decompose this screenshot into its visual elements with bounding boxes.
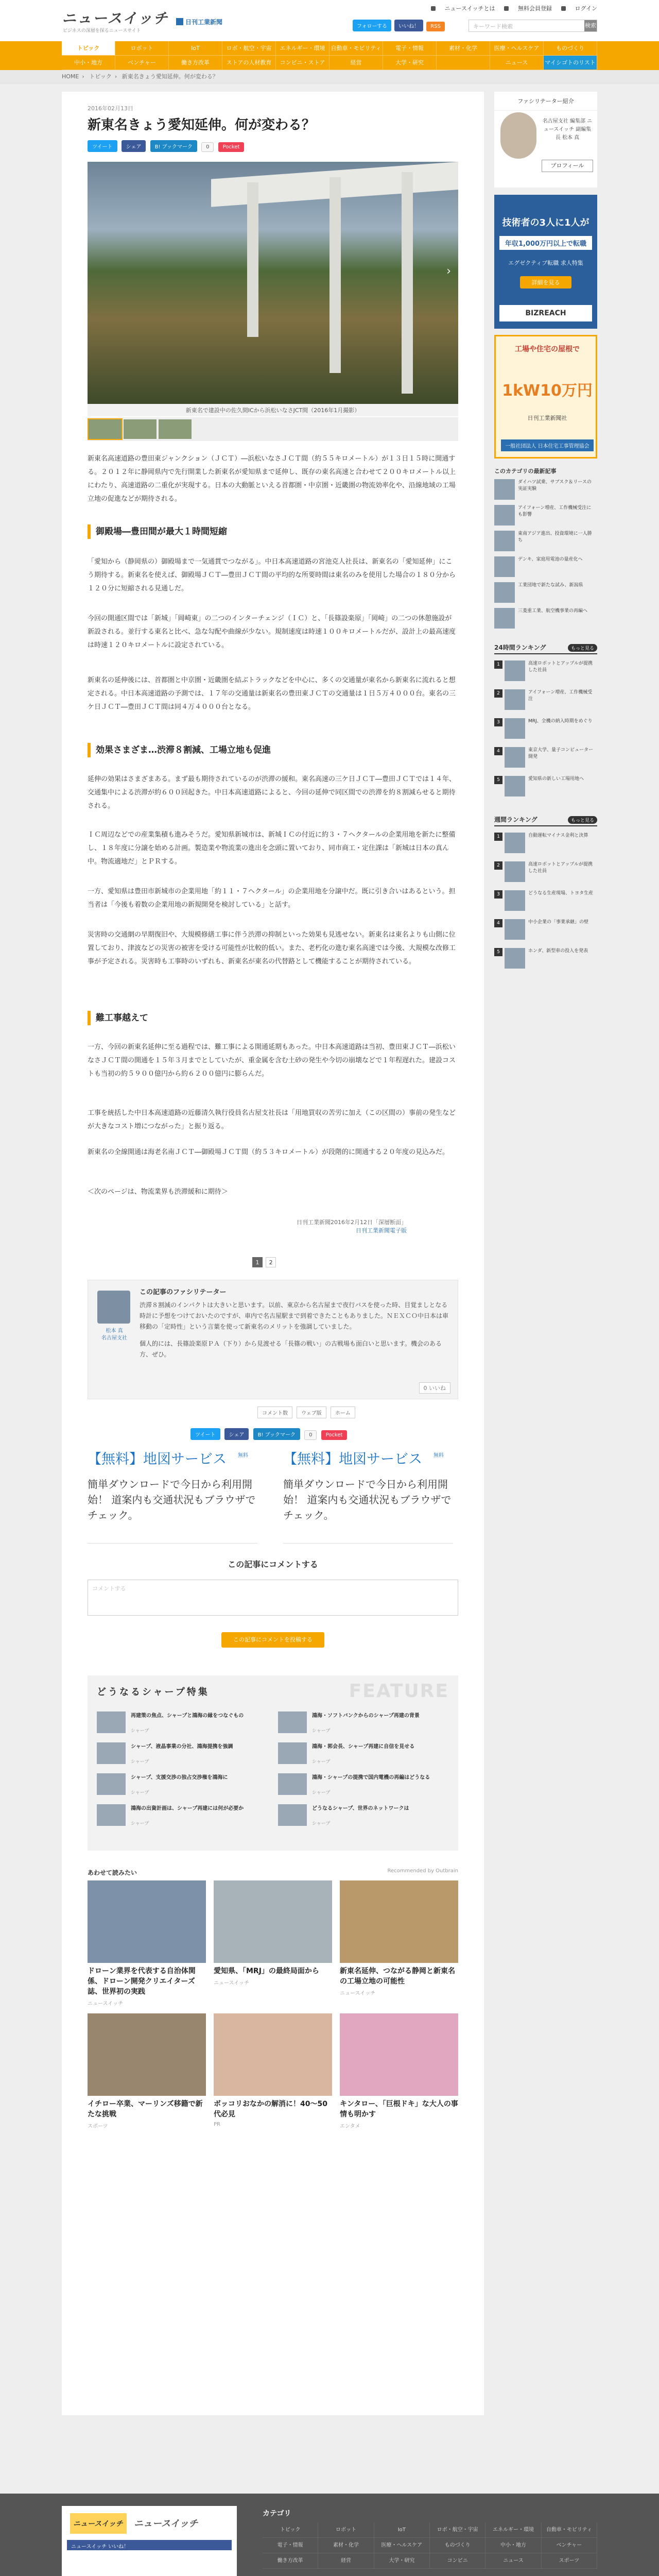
footer-link[interactable]: 医療・ヘルスケア (374, 2538, 430, 2553)
feature-item-tag: シャープ (131, 1759, 149, 1765)
facebook-share-button[interactable]: シェア (122, 140, 146, 152)
recommend-card-source: エンタメ (340, 2124, 360, 2129)
sns-follow (353, 20, 446, 31)
avatar[interactable] (97, 1291, 130, 1324)
hatena-bookmark-button[interactable]: B! ブックマーク (150, 140, 197, 152)
facilitator-text-2: 個人的には、長篠設楽原ＰＡ（下り）から見渡せる「長篠の戦い」の古戦場も面白いと思います。機会のある方、ぜひ。 (140, 1340, 442, 1358)
ranking-thumb (505, 890, 525, 911)
nav-item-hr[interactable]: ストアの人材教育 (222, 56, 276, 70)
list-item-title: ダイハツ試乗、サブスク＆リースの実証実験 (518, 480, 592, 492)
recommend-thumb (214, 2013, 332, 2096)
footer-link[interactable]: コンビニ (430, 2553, 485, 2569)
recommend-card-title: 新東名延伸、つながる静岡と新東名の工場立地の可能性 (340, 1967, 455, 1986)
pocket-button[interactable]: Pocket (321, 1430, 348, 1440)
recommend-card-title: イチロー卒業、マーリンズ移籍で新たな挑戦 (88, 2100, 203, 2119)
feature-item-title: シャープ、液晶事業の分社、鴻海提携を強調 (131, 1744, 233, 1750)
feature-item-tag: シャープ (312, 1759, 331, 1765)
nav-item-workstyle[interactable]: 働き方改革 (169, 56, 222, 70)
solar-ad[interactable] (494, 335, 597, 459)
nav-item-local[interactable]: 中小・地方 (62, 56, 115, 70)
feature-item[interactable] (278, 1742, 448, 1766)
breadcrumb-sep: › (114, 73, 117, 80)
facilitator-comment (140, 1300, 448, 1360)
feature-item-title: どうなるシャープ、世界のネットワークは (312, 1806, 409, 1811)
recommend-card[interactable] (214, 2013, 332, 2127)
feature-item[interactable] (278, 1804, 448, 1828)
map-ad[interactable] (283, 1450, 453, 1544)
nav-item-monozukuri[interactable]: ものづくり (544, 41, 597, 56)
breadcrumb-home[interactable]: HOME (62, 73, 79, 80)
breadcrumb-sep: › (82, 73, 84, 80)
feature-item-title: 鴻海の出資計画は、シャープ再建には何が必要か (131, 1806, 244, 1811)
list-item-thumb (494, 505, 515, 526)
list-item[interactable] (494, 479, 597, 504)
list-item[interactable] (494, 608, 597, 633)
profile-button[interactable]: プロフィール (542, 160, 593, 172)
list-item-title: デンキ、家庭用電池の量産化へ (518, 557, 583, 562)
list-item-title: 東南アジア進出、投資環境に一人勝ち (518, 531, 592, 543)
feature-title-en: FEATURE (349, 1681, 449, 1702)
nav-item-topic[interactable]: トピック (62, 41, 115, 56)
paragraph: 今回の開通区間では「新城」「岡崎東」の二つのインターチェンジ（ＩＣ）と、「長篠設楽原」「岡崎」の二つの休憩施設が新設される。並行する東名と比べ、急な勾配や曲線が少ない。規制速度は時速１００キロメートルだが、設計上の最高速度は時速１２０キロメートルに設定されている。 (88, 615, 456, 649)
breadcrumb-bar (0, 70, 659, 83)
comment-count-button[interactable]: コメント数 (257, 1406, 292, 1418)
page-1[interactable]: 1 (252, 1257, 263, 1267)
ranking-24h-header (494, 643, 597, 654)
recommend-title: あわせて読みたい (88, 1869, 137, 1876)
list-item-thumb (494, 582, 515, 603)
article-title: 新東名きょう愛知延伸。何が変わる？ (88, 117, 316, 133)
ad-headline: 技術者の3人に1人が (502, 217, 589, 228)
about-link-label: ニュースイッチとは (444, 5, 495, 12)
feature-thumb (97, 1711, 126, 1733)
avatar[interactable] (500, 112, 536, 159)
nav-item-mobility[interactable]: 自動車・モビリティ (330, 41, 383, 56)
global-nav (0, 41, 659, 70)
recommend-card-title: ボッコリおなかの解消に！40～50代必見 (214, 2100, 327, 2119)
feature-item[interactable] (97, 1773, 267, 1797)
paragraph: 新東名の延伸後には、首都圏と中京圏・近畿圏を結ぶトラックなどを中心に、多くの交通量が東名から新東名に流れると想定される。中日本高速道路の予測では、１７年の交通量は新東名の豊田東ＪＣＴの交通量は１日５万４０００台。東名の三ケ日ＪＣＴ―豊田ＪＣＴ間は同４万４０００台となる。 (88, 676, 456, 711)
facilitator-role: 名古屋支社 (101, 1335, 127, 1341)
footer-link[interactable]: ベンチャー (542, 2538, 597, 2553)
paragraph: 一方、今回の新東名延伸に至る過程では、難工事による開通延期もあった。中日本高速道路は当初、豊田東ＪＣＴ―浜松いなさＪＣＴ間の開通を１５年３月までとしていたが、重金属を含む土砂の発生や今切の崩壊などで１年程遅れた。建設コストも当初の約５９００億円から約６２００億円に膨らんだ。 (88, 1043, 456, 1078)
ranking-thumb (505, 948, 525, 969)
ranking-week-title: 週間ランキング (494, 816, 537, 823)
nav-item-university[interactable]: 大学・研究 (383, 56, 437, 70)
site-logo[interactable]: ニュースイッチ (62, 10, 169, 27)
nav-item-management[interactable]: 経営 (330, 56, 383, 70)
nav-item-iot[interactable]: IoT (169, 41, 222, 56)
feature-item-tag: シャープ (312, 1790, 331, 1795)
facilitator-profile-title: ファシリテーター紹介 (494, 92, 597, 111)
ranking-title: アイフォーン増産、工作機械受注 (528, 690, 593, 702)
ranking-item[interactable] (494, 888, 597, 915)
feature-thumb (278, 1804, 307, 1826)
nav-item-conveni[interactable]: コンビニ・ストア (276, 56, 330, 70)
footer-link[interactable]: ロボット (318, 2522, 374, 2538)
ranking-item[interactable] (494, 745, 597, 772)
recommend-card-source: ニュースイッチ (88, 2001, 124, 2007)
ranking-title: 東京大学、量子コンピューター開発 (528, 748, 594, 759)
comment-form-title: この記事にコメントする (228, 1560, 318, 1569)
article-date: 2016年02月13日 (88, 105, 133, 112)
submit-comment-button[interactable]: この記事にコメントを投稿する (221, 1632, 324, 1648)
bridge-pier (330, 177, 341, 373)
ranking-24h-title: 24時間ランキング (494, 644, 546, 651)
article-photo[interactable] (88, 162, 458, 404)
ad-title: 【無料】地図サービス (88, 1451, 227, 1467)
recommend-card-source: ニュースイッチ (214, 1980, 250, 1986)
feature-thumb (278, 1742, 307, 1764)
footer-link[interactable]: ものづくり (430, 2538, 485, 2553)
ranking-title: 高速ロボットとアップルが提携した社員 (528, 661, 593, 673)
list-item[interactable] (494, 582, 597, 607)
facebook-like-button[interactable]: いいね！ (394, 20, 423, 31)
list-item-title: 工業団地で新たな試み、新潟県 (518, 583, 583, 588)
ranking-item[interactable] (494, 859, 597, 886)
ranking-thumb (505, 718, 525, 739)
ranking-item[interactable] (494, 946, 597, 973)
recommend-thumb (88, 1880, 206, 1963)
feature-item-tag: シャープ (312, 1821, 331, 1826)
paragraph: 延伸の効果はさまざまある。まず最も期待されているのが渋滞の緩和。東名高速の三ケ日ＪＣＴ―豊田ＪＣＴでは１４年、交通集中による渋滞が約６００回起きた。中日本高速道路によると、今回の延伸で同区間での渋滞を約８割減らせると期待される。 (88, 775, 456, 810)
nav-item-robot[interactable]: ロボット (115, 41, 169, 56)
facilitator-text-1: 渋滞８割減のインパクトは大きいと思います。以前、東京から名古屋まで夜行バスを使った時、目覚ましとなる時計に予想をつけておいたのですが、車内で名古屋駅まで到着できたこともありました。ＮＥＸＣＯ中日本は車移動の「定時性」という言葉を使って新東名のメリットを強調していました。 (140, 1301, 449, 1330)
ranking-title: 中小企業の「事業承継」の壁 (528, 920, 589, 925)
recommend-card-source: ニュースイッチ (340, 1991, 376, 1996)
main-column (62, 92, 484, 2415)
nav-item-empty (437, 56, 490, 70)
content-container (62, 92, 597, 2415)
ranking-item[interactable] (494, 831, 597, 857)
photo-thumbnails (88, 417, 458, 441)
rank-number: 2 (494, 861, 502, 870)
footer-link[interactable]: 自動車・モビリティ (542, 2522, 597, 2538)
thumbnail[interactable] (124, 419, 157, 439)
footer-category-title: カテゴリ (263, 2510, 291, 2518)
facebook-share-button[interactable]: シェア (224, 1428, 249, 1440)
ranking-title: MRJ、全機の納入時期をめぐり (528, 719, 593, 724)
register-link-label: 無料会員登録 (518, 5, 552, 12)
ad-subline: 年収1,000万円以上で転職 (499, 236, 592, 250)
list-item[interactable] (494, 531, 597, 555)
footer-link[interactable]: IoT (374, 2522, 430, 2538)
ranking-more-button[interactable]: もっと見る (568, 816, 597, 824)
source-text: 日刊工業新聞2016年2月12日「深層断面」 (297, 1219, 407, 1226)
ranking-item[interactable] (494, 716, 597, 743)
logo-tagline: ビジネスの深層を探るニュースサイト (63, 28, 141, 33)
ranking-item[interactable] (494, 774, 597, 801)
footer-link[interactable]: 経営 (318, 2553, 374, 2569)
rank-number: 1 (494, 833, 502, 841)
recommend-thumb (340, 1880, 458, 1963)
feature-item[interactable] (278, 1711, 448, 1735)
section-heading: 難工事越えて (88, 1011, 458, 1025)
feature-thumb (97, 1773, 126, 1795)
paragraph: 「愛知から（静岡県の）御殿場まで一気通貫でつながる」。中日本高速道路の宮池克人社長は、新東名の「愛知延伸」にこう期待する。新東名を使えば、御殿場ＪＣＴ―豊田ＪＣＴ間の平均的な所要時間は東名のみを使用した場合の１８０分から１２０分に短縮される見通しだ。 (88, 558, 456, 592)
like-button[interactable]: 0 いいね (419, 1382, 451, 1394)
footer-link[interactable]: 電子・情報 (263, 2538, 318, 2553)
feature-item-tag: シャープ (131, 1790, 149, 1795)
comment-action-row (257, 1406, 357, 1418)
feature-thumb (278, 1711, 307, 1733)
breadcrumb (62, 70, 597, 83)
feature-item-title: 鴻海・郭会長、シャープ再建に自信を見せる (312, 1744, 415, 1750)
profile-text: 名古屋支社 編集部 ニュースイッチ 副編集長 松本 真 (542, 118, 593, 141)
info-icon (431, 6, 436, 11)
user-icon (504, 6, 509, 11)
paragraph: 災害時の交通網の早期復旧や、大規模修繕工事に伴う渋滞の抑制といった効果も見逃せない。新東名は東名よりも山側に位置しており、津波などの災害の被害を受ける可能性が比較的低い。また、老朽化の進む東名高速では今後、大規模な改修工事が予定される。災害時も工事時のいずれも、新東名が東名の代替路として機能することが期待されている。 (88, 931, 456, 965)
twitter-follow-button[interactable]: フォローする (353, 20, 391, 31)
recommend-thumb (340, 2013, 458, 2096)
bridge-pier (402, 172, 413, 394)
nav-item-venture[interactable]: ベンチャー (115, 56, 169, 70)
thumbnail[interactable] (89, 419, 122, 439)
footer-logo-text: ニュースイッチ (134, 2518, 198, 2529)
rss-button[interactable]: RSS (426, 22, 445, 31)
paragraph: 工事を統括した中日本高速道路の近藤清久執行役員名古屋支社長は「用地買収の苦労に加え（この区間の）事前の発生などが大きなコスト増につながった」と振り返る。 (88, 1109, 456, 1130)
ranking-week-header (494, 815, 597, 826)
bridge-pier (247, 182, 258, 337)
nav-item-mylist[interactable]: マイシゴトのリスト (544, 56, 597, 70)
ad-text: 簡単ダウンロードで今日から利用開始！ 道案内も交通状況もブラウザでチェック。 (88, 1478, 256, 1521)
feature-item[interactable] (97, 1804, 267, 1828)
ranking-item[interactable] (494, 658, 597, 685)
nav-item-aerospace[interactable]: ロボ・航空・宇宙 (222, 41, 276, 56)
home-button[interactable]: ホーム (331, 1406, 355, 1418)
hatena-bookmark-button[interactable]: B! ブックマーク (253, 1428, 300, 1440)
login-link[interactable] (561, 5, 597, 12)
footer-logo-box (62, 2506, 237, 2576)
article (88, 92, 458, 2415)
rank-number: 4 (494, 747, 502, 755)
share-bar-bottom (190, 1428, 349, 1440)
spacer (0, 83, 659, 92)
footer-link[interactable]: 大学・研究 (374, 2553, 430, 2569)
ranking-more-button[interactable]: もっと見る (568, 644, 597, 652)
footer-link[interactable]: 働き方改革 (263, 2553, 318, 2569)
rank-number: 5 (494, 776, 502, 784)
web-version-button[interactable]: ウェブ版 (297, 1406, 326, 1418)
recommend-card-title: 愛知県、「MRJ」の最終局面から (214, 1967, 319, 1975)
recommend-card[interactable] (340, 1880, 458, 1996)
nav-item-electronics[interactable]: 電子・情報 (383, 41, 437, 56)
footer-link[interactable]: ロボ・航空・宇宙 (430, 2522, 485, 2538)
about-link[interactable] (431, 5, 495, 12)
ranking-thumb (505, 919, 525, 940)
feature-item-title: 再建策の焦点、シャープと鴻海の縁をつなぐもの (131, 1713, 244, 1719)
feature-item-title: 鴻海・シャープの提携で国内電機の再編はどうなる (312, 1775, 430, 1781)
recommend-provider[interactable]: Recommended by Outbrain (387, 1868, 458, 1874)
login-link-label: ログイン (575, 5, 597, 12)
paragraph: 新東名高速道路の豊田東ジャンクション（ＪＣＴ）―浜松いなさＪＣＴ間（約５５キロメートル）が１３日１５時に開通する。２０１２年に静岡県内で先行開業した新東名が愛知県まで延伸し、既存の東名高速と合わせて２００キロメートル以上にわたり、高速道路の二重化が実現する。日本の大動脈といえる首都圏・中京圏・近畿圏の物流効率化や、沿線地域の工場立地の促進などが期待される。 (88, 455, 456, 503)
rank-number: 1 (494, 660, 502, 669)
footer-link[interactable]: 素材・化学 (318, 2538, 374, 2553)
rank-number: 3 (494, 890, 502, 899)
share-count: 0 (201, 142, 214, 152)
tweet-button[interactable]: ツイート (88, 140, 117, 152)
nav-item-news[interactable]: ニュース (490, 56, 544, 70)
ad-caption: 日刊工業新聞社 (527, 415, 567, 421)
bizreach-ad[interactable] (494, 195, 597, 329)
footer-link[interactable]: スポーツ (542, 2553, 597, 2569)
nav-item-energy[interactable]: エネルギー・環境 (276, 41, 330, 56)
ad-badge: 無料 (433, 1453, 444, 1459)
nikkan-logo[interactable] (176, 18, 222, 26)
recommend-card[interactable] (88, 1880, 206, 2007)
page-2[interactable]: 2 (266, 1257, 276, 1267)
ad-cta-button[interactable]: 詳細を見る (520, 276, 571, 289)
breadcrumb-current: 新東名きょう愛知延伸。何が変わる？ (122, 73, 218, 80)
ranking-item[interactable] (494, 687, 597, 714)
paragraph: 一方、愛知県は豊田市新城市の企業用地「約１１・７ヘクタール」の企業用地を分譲中だ。既に引き合いはあるという。担当者は「今後も着数の企業用地の新規開発を検討している」と話す。 (88, 888, 456, 909)
recommend-thumb (214, 1880, 332, 1963)
thumbnail[interactable] (159, 419, 192, 439)
nav-item-materials[interactable]: 素材・化学 (437, 41, 490, 56)
paragraph: ＩＣ周辺などでの産業集積も進みそうだ。愛知県新城市は、新城ＩＣの付近に約３・７ヘクタールの企業用地を新たに整備し、１８年度に分譲を始める計画。製造業や物流業の進出を念頭に置いており、同市商工・定住課は「新城は日本の真ん中。物流適地だ」とＰＲする。 (88, 831, 456, 866)
paragraph: 新東名の全線開通は海老名南ＪＣＴ―御殿場ＪＣＴ間（約５３キロメートル）が段階的に開通する２０年度の見込みだ。 (88, 1148, 449, 1156)
search-button[interactable]: 検索 (584, 20, 597, 31)
feature-item[interactable] (278, 1773, 448, 1797)
footer-category-grid (263, 2522, 597, 2569)
recommend-card-source: PR (214, 2122, 220, 2127)
map-ad[interactable] (88, 1450, 257, 1544)
ranking-title: 愛知県の新しい工場用地へ (528, 776, 584, 782)
share-count: 0 (304, 1430, 317, 1440)
feature-thumb (97, 1742, 126, 1764)
recommend-thumb (88, 2013, 206, 2096)
ranking-thumb (505, 861, 525, 882)
facilitator-profile (494, 92, 597, 188)
list-item-thumb (494, 608, 515, 629)
rank-number: 4 (494, 919, 502, 927)
recommend-card-title: ドローン業界を代表する自治体関係、ドローン開発クリエイターズ誌、世界初の実践 (88, 1967, 196, 1996)
login-icon (561, 6, 566, 11)
rank-number: 5 (494, 948, 502, 956)
ranking-thumb (505, 689, 525, 710)
ranking-title: どうなる生産現場、トヨタ生産 (528, 891, 594, 896)
photo-caption: 新東名で建設中の佐久間ICから浜松いなさJCT間（2016年1月撮影） (88, 404, 458, 416)
facebook-like-box[interactable]: ニュースイッチ いいね！ (67, 2540, 232, 2550)
ad-text: 簡単ダウンロードで今日から利用開始！ 道案内も交通状況もブラウザでチェック。 (283, 1478, 452, 1521)
recommend-card-title: キンタロー、「巨根ドキ」な大人の事情も明かす (340, 2100, 458, 2119)
nikkan-label: 日刊工業新聞 (185, 19, 223, 26)
ad-brand: BIZREACH (499, 305, 592, 321)
ranking-thumb (505, 833, 525, 853)
site-header (0, 0, 659, 41)
breadcrumb-topic[interactable]: トピック (89, 73, 112, 80)
ranking-item[interactable] (494, 917, 597, 944)
pagination (252, 1257, 277, 1267)
footer-link[interactable]: エネルギー・環境 (485, 2522, 541, 2538)
list-item-thumb (494, 531, 515, 551)
next-page-link[interactable]: ＜次のページは、物流業界も渋滞緩和に期待＞ (88, 1188, 228, 1196)
footer-link[interactable]: 中小・地方 (485, 2538, 541, 2553)
recommend-card-source: スポーツ (88, 2124, 108, 2129)
feature-item-tag: シャープ (131, 1728, 149, 1734)
feature-item-title: 鴻海・ソフトバンクからのシャープ再建の背景 (312, 1713, 420, 1719)
feature-item[interactable] (97, 1711, 267, 1735)
rank-number: 3 (494, 718, 502, 726)
nav-item-medical[interactable]: 医療・ヘルスケア (490, 41, 544, 56)
search-placeholder: キーワード検索 (473, 23, 513, 30)
feature-item-tag: シャープ (131, 1821, 149, 1826)
nikkan-mark-icon (176, 18, 183, 25)
footer-logo[interactable]: ニュースイッチ (70, 2513, 127, 2534)
feature-item-title: シャープ、支援交渉の独占交渉権を鴻海に (131, 1775, 228, 1781)
feature-thumb (97, 1804, 126, 1826)
ad-brand: 一般社団法人 日本住宅工事管理協会 (501, 439, 594, 451)
section-heading: 御殿場―豊田間が最大１時間短縮 (88, 524, 458, 539)
facilitator-name-text: 松本 真 (106, 1328, 123, 1334)
feature-item-tag: シャープ (312, 1728, 331, 1734)
article-source (297, 1218, 407, 1234)
footer-link[interactable]: トピック (263, 2522, 318, 2538)
facilitator-box (88, 1280, 458, 1399)
list-item-title: アイフォーン増産、工作機械受注にも影響 (518, 505, 592, 517)
list-item[interactable] (494, 556, 597, 581)
ranking-thumb (505, 776, 525, 796)
feature-item[interactable] (97, 1742, 267, 1766)
recommend-card[interactable] (214, 1880, 332, 1986)
comment-textarea[interactable]: コメントする (88, 1580, 458, 1616)
list-item-thumb (494, 479, 515, 500)
recommend-card[interactable] (340, 2013, 458, 2129)
ranking-thumb (505, 747, 525, 768)
footer-link[interactable]: ニュース (485, 2553, 541, 2569)
category-latest-title: このカテゴリの最新記事 (494, 468, 557, 474)
source-link[interactable]: 日刊工業新聞電子版 (356, 1227, 407, 1234)
ranking-title: ホンダ、新型車の投入を発表 (528, 948, 588, 954)
ad-price: 1kW10万円 (502, 382, 593, 400)
ad-headline: 工場や住宅の屋根で (515, 345, 580, 353)
feature-thumb (278, 1773, 307, 1795)
feature-title: どうなるシャープ特集 (97, 1687, 210, 1698)
ad-title: 【無料】地図サービス (283, 1451, 422, 1467)
facilitator-name[interactable] (96, 1328, 132, 1342)
ranking-title: 自動運転マイナス金利と決算 (528, 833, 588, 838)
next-photo-icon[interactable]: › (446, 265, 451, 278)
top-links (424, 4, 597, 12)
ranking-title: 高速ロボットとアップルが提携した社員 (528, 862, 593, 874)
register-link[interactable] (504, 5, 552, 12)
list-item[interactable] (494, 505, 597, 530)
list-item-thumb (494, 556, 515, 577)
ad-badge: 無料 (238, 1453, 248, 1459)
feature-box (88, 1675, 458, 1851)
facilitator-title: この記事のファシリテーター (140, 1289, 227, 1296)
ad-caption: エグゼクティブ転職 求人特集 (508, 260, 583, 266)
search-input[interactable] (469, 20, 597, 32)
site-footer (0, 2494, 659, 2576)
ranking-thumb (505, 660, 525, 681)
tweet-button[interactable]: ツイート (190, 1428, 220, 1440)
section-heading: 効果さまざま…渋滞８割減、工場立地も促進 (88, 743, 458, 757)
recommend-card[interactable] (88, 2013, 206, 2129)
pocket-button[interactable]: Pocket (218, 142, 245, 152)
rank-number: 2 (494, 689, 502, 698)
share-bar-top (88, 140, 246, 152)
list-item-title: 三菱重工業、航空機事業の再編へ (518, 608, 588, 614)
